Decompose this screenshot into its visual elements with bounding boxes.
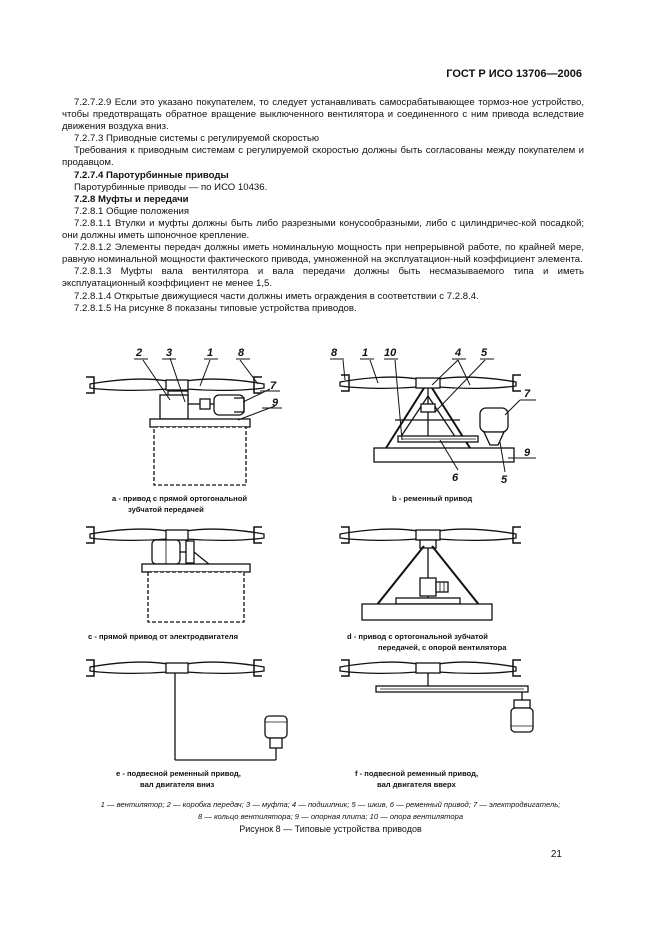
diagram-b <box>330 359 536 472</box>
diagram-c <box>86 527 264 622</box>
caption-a-line1: a - привод с прямой ортогональной <box>112 494 248 503</box>
paragraph: Требования к приводным системам с регулируемой скоростью должны быть согласованы между покупателем и продавцом. <box>62 145 584 169</box>
caption-c: c - прямой привод от электродвигателя <box>88 632 239 641</box>
label-b-10: 10 <box>384 347 397 359</box>
paragraph: 7.2.8.1 Общие положения <box>74 205 190 217</box>
paragraph: 7.2.8.1.5 На рисунке 8 показаны типовые устройства приводов. <box>74 302 357 314</box>
diagram-d <box>340 527 521 620</box>
caption-d-line1: d - привод с ортогональной зубчатой <box>347 632 488 641</box>
diagram-f <box>340 660 533 732</box>
paragraph: 7.2.8.1.2 Элементы передач должны иметь номинальную мощность при непрерывной работе, по крайней мере, равную номинальной мощности фактического привода, умноженной на эксплуатацион-ный коэффициент элемента. <box>62 242 584 266</box>
label-a-8: 8 <box>238 347 245 359</box>
caption-d-line2: передачей, с опорой вентилятора <box>378 643 507 652</box>
legend-line-2: 8 — кольцо вентилятора; 9 — опорная плита; 10 — опора вентилятора <box>197 812 464 821</box>
caption-f-line2: вал двигателя вверх <box>377 780 456 789</box>
label-b-7: 7 <box>524 388 531 400</box>
caption-e-line1: e - подвесной ременный привод, <box>116 769 241 778</box>
label-a-7: 7 <box>270 380 277 392</box>
caption-b: b - ременный привод <box>392 494 473 503</box>
label-b-6: 6 <box>452 472 459 484</box>
section-heading: 7.2.7.4 Паротурбинные приводы <box>74 169 229 181</box>
diagram-e <box>86 660 287 760</box>
label-b-9: 9 <box>524 447 531 459</box>
label-a-1: 1 <box>207 347 214 359</box>
label-a-2: 2 <box>136 347 143 359</box>
caption-a-line2: зубчатой передачей <box>128 505 204 514</box>
label-b-5b: 5 <box>501 474 508 486</box>
paragraph: 7.2.7.3 Приводные системы с регулируемой скоростью <box>74 133 320 145</box>
document-header: ГОСТ Р ИСО 13706—2006 <box>446 68 582 80</box>
label-a-9: 9 <box>272 397 279 409</box>
paragraph: Паротурбинные приводы — по ИСО 10436. <box>74 181 268 193</box>
figure-legend <box>40 799 621 823</box>
page-number: 21 <box>550 849 562 860</box>
label-b-5: 5 <box>481 347 488 359</box>
label-b-4: 4 <box>455 347 462 359</box>
diagram-a <box>86 358 282 485</box>
paragraph: 7.2.8.1.4 Открытые движущиеся части должны иметь ограждения в соответствии с 7.2.8.4. <box>74 290 479 302</box>
caption-f-line1: f - подвесной ременный привод, <box>355 769 479 778</box>
legend-line-1: 1 — вентилятор; 2 — коробка передач; 3 — муфта; 4 — подшипник; 5 — шкив, 6 — ременный привод; 7 — электродвигатель; <box>100 800 561 809</box>
section-heading: 7.2.8 Муфты и передачи <box>74 193 189 205</box>
label-b-8: 8 <box>331 347 338 359</box>
figure-title: Рисунок 8 — Типовые устройства приводов <box>239 824 422 834</box>
paragraph: 7.2.7.2.9 Если это указано покупателем, то следует устанавливать самосрабатывающее тормоз-ное устройство, чтобы предотвращать обратное вращение выключенного вентилятора и соединенного с ним привода вследствие движения воздуха вниз. <box>62 97 584 133</box>
label-a-3: 3 <box>166 347 173 359</box>
label-b-1: 1 <box>362 347 369 359</box>
paragraph: 7.2.8.1.1 Втулки и муфты должны быть либо разрезными конусообразными, либо с цилиндричес-кой посадкой; они должны иметь шпоночное крепление. <box>62 217 584 242</box>
caption-e-line2: вал двигателя вниз <box>140 780 215 789</box>
paragraph: 7.2.8.1.3 Муфты вала вентилятора и вала передачи должны быть несмазываемого типа и иметь эксплуатационный коэффициент не менее 1,5. <box>62 266 584 290</box>
